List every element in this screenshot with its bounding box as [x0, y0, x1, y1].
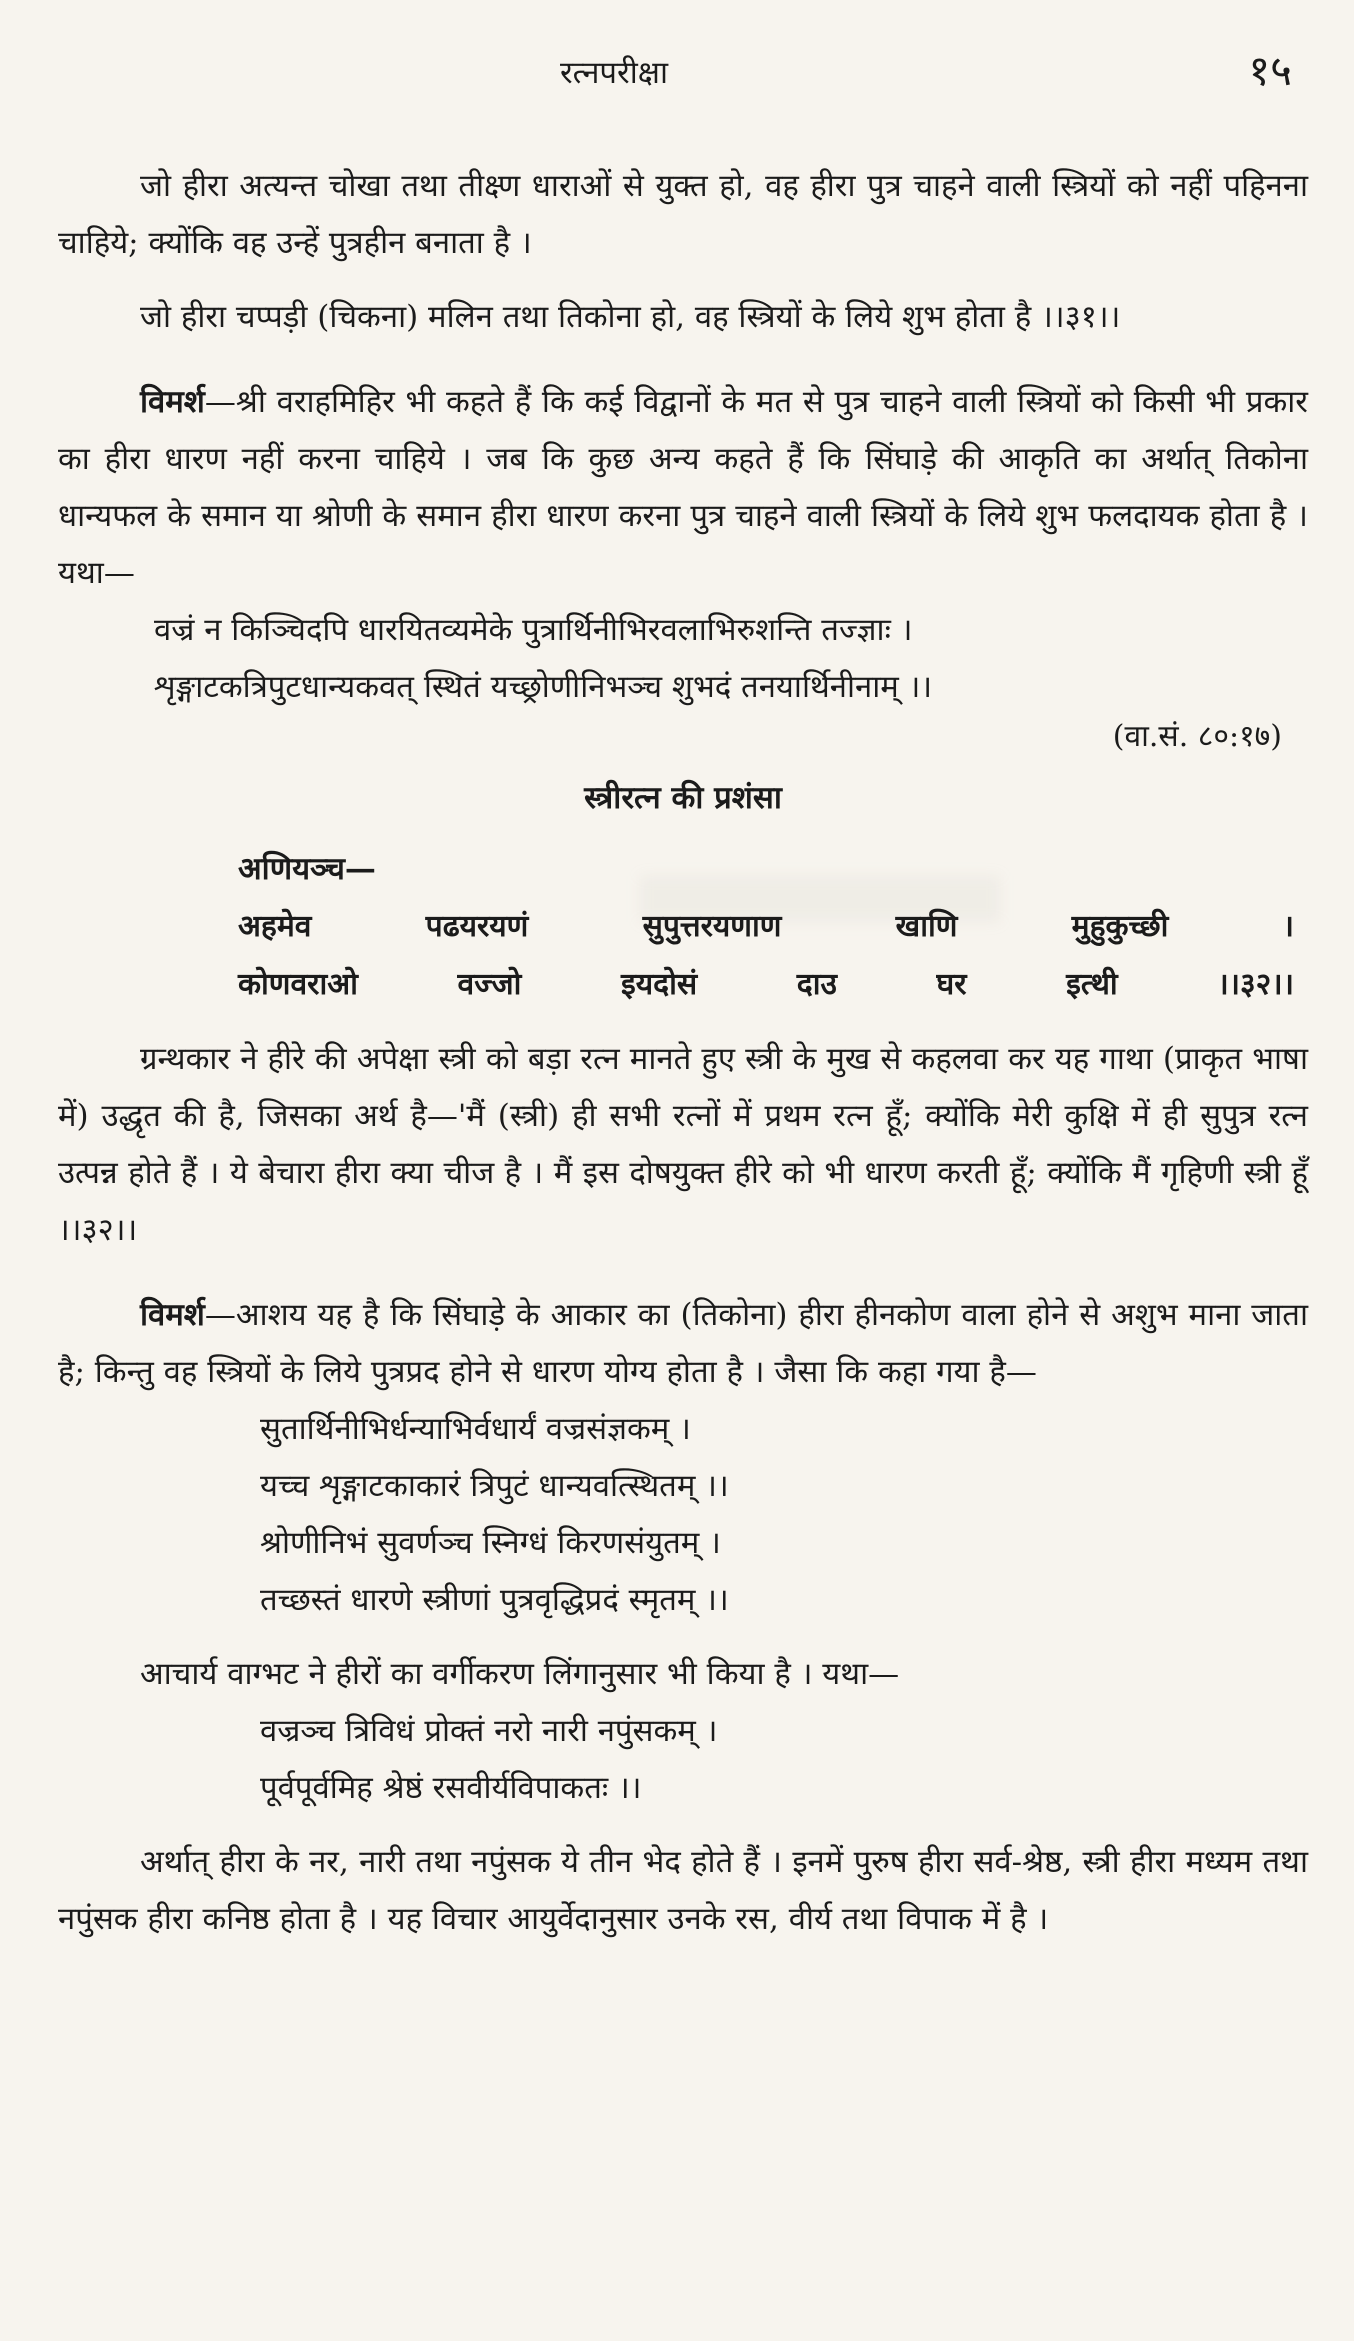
paragraph-2: जो हीरा चप्पड़ी (चिकना) मलिन तथा तिकोना हो, वह स्त्रियों के लिये शुभ होता है ।।३१।।: [140, 299, 1121, 335]
vimarsh-paragraph-2: [58, 1287, 1308, 1401]
prakrit-line-2: कोणवराओ वज्जो इयदोसं दाउ घर इत्थी ।।३२।।: [238, 967, 1294, 1002]
vimarsh-label: विमर्श: [140, 1297, 205, 1333]
vimarsh-text: —श्री वराहमिहिर भी कहते हैं कि कई विद्वानों के मत से पुत्र चाहने वाली स्त्रियों को किसी भी प्रकार का हीरा धारण नहीं करना चाहिये । जब कि कुछ अन्य कहते हैं कि सिंघाड़े की आकृति का अर्थात् तिकोना धान्यफल के समान या श्रोणी के समान हीरा धारण करना पुत्र चाहने वाली स्त्रियों के लिये शुभ फलदायक होता है । यथा—: [58, 384, 1308, 591]
citation: (वा.सं. ८०:१७): [1112, 719, 1282, 754]
page-content: [58, 158, 1308, 1948]
verse-2-line-1: सुतार्थिनीभिर्धन्याभिर्वधार्यं वज्रसंज्ञकम् ।: [260, 1411, 691, 1447]
paragraph-1: जो हीरा अत्यन्त चोखा तथा तीक्ष्ण धाराओं से युक्त हो, वह हीरा पुत्र चाहने वाली स्त्रियों को नहीं पहिनना चाहिये; क्योंकि वह उन्हें पुत्रहीन बनाता है ।: [58, 168, 1308, 261]
vimarsh-label: विमर्श: [140, 384, 205, 420]
verse-3-line-1: वज्रञ्च त्रिविधं प्रोक्तं नरो नारी नपुंसकम् ।: [260, 1713, 718, 1749]
paragraph-3: ग्रन्थकार ने हीरे की अपेक्षा स्त्री को बड़ा रत्न मानते हुए स्त्री के मुख से कहलवा कर यह गाथा (प्राकृत भाषा में) उद्धृत की है, जिसका अर्थ है—'मैं (स्त्री) ही सभी रत्नों में प्रथम रत्न हूँ; क्योंकि मेरी कुक्षि में ही सुपुत्र रत्न उत्पन्न होते हैं । ये बेचारा हीरा क्या चीज है । मैं इस दोषयुक्त हीरे को भी धारण करती हूँ; क्योंकि मैं गृहिणी स्त्री हूँ ।।३२।।: [58, 1041, 1308, 1248]
verse-1-line-1: वज्रं न किञ्चिदपि धारयितव्यमेके पुत्रार्थिनीभिरवलाभिरुशन्ति तज्ज्ञाः ।: [154, 612, 913, 648]
verse-2-line-4: तच्छस्तं धारणे स्त्रीणां पुत्रवृद्धिप्रदं स्मृतम् ।।: [260, 1582, 729, 1618]
verse-2-line-3: श्रोणीनिभं सुवर्णञ्च स्निग्धं किरणसंयुतम् ।: [260, 1525, 721, 1561]
prakrit-label: अणियञ्च—: [238, 851, 376, 887]
verse-2-line-2: यच्च शृङ्गाटकाकारं त्रिपुटं धान्यवत्स्थितम् ।।: [260, 1468, 729, 1504]
page-header: [0, 46, 1354, 118]
page-number: १५: [1248, 46, 1292, 95]
paragraph-5: अर्थात् हीरा के नर, नारी तथा नपुंसक ये तीन भेद होते हैं । इनमें पुरुष हीरा सर्व-श्रेष्ठ, स्त्री हीरा मध्यम तथा नपुंसक हीरा कनिष्ठ होता है । यह विचार आयुर्वेदानुसार उनके रस, वीर्य तथा विपाक में है ।: [58, 1844, 1308, 1937]
verse-1-line-2: शृङ्गाटकत्रिपुटधान्यकवत् स्थितं यच्छ्रोणीनिभञ्च शुभदं तनयार्थिनीनाम् ।।: [154, 669, 933, 705]
running-title: रत्नपरीक्षा: [560, 55, 668, 91]
section-heading: स्त्रीरत्न की प्रशंसा: [584, 780, 782, 816]
vimarsh-text: —आशय यह है कि सिंघाड़े के आकार का (तिकोना) हीरा हीनकोण वाला होने से अशुभ माना जाता है; किन्तु वह स्त्रियों के लिये पुत्रप्रद होने से धारण योग्य होता है । जैसा कि कहा गया है—: [58, 1297, 1308, 1390]
prakrit-line-1: अहमेव पढयरयणं सुपुत्तरयणाण खाणि मुहुकुच्छी ।: [238, 909, 1294, 944]
vimarsh-paragraph-1: [58, 374, 1308, 602]
paragraph-4: आचार्य वाग्भट ने हीरों का वर्गीकरण लिंगानुसार भी किया है । यथा—: [140, 1656, 900, 1692]
verse-3-line-2: पूर्वपूर्वमिह श्रेष्ठं रसवीर्यविपाकतः ।।: [260, 1770, 642, 1806]
